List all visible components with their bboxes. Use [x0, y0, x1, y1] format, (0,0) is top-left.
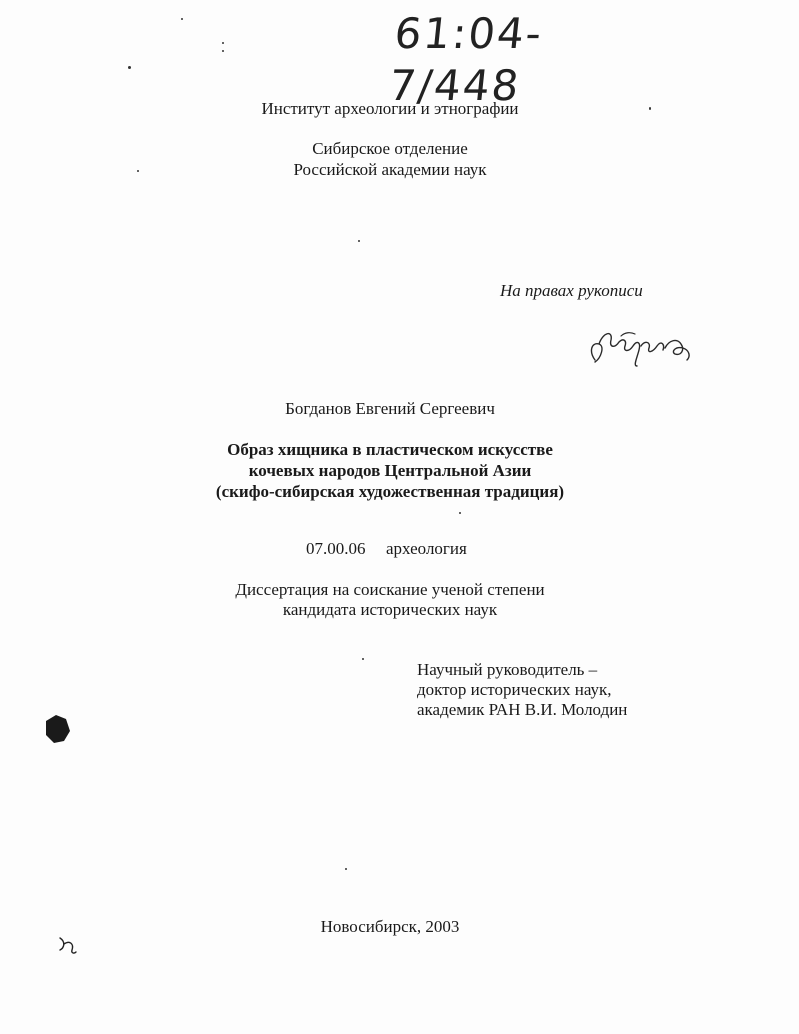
specialty-name: археология [386, 539, 467, 558]
dissertation-title-line2: кочевых народов Центральной Азии [248, 461, 532, 480]
degree-line2: кандидата исторических наук [282, 600, 498, 619]
dissertation-title-line1: Образ хищника в пластическом искусстве [227, 440, 553, 459]
institution-academy: Российской академии наук [293, 160, 487, 179]
handwritten-signature-icon [585, 322, 697, 372]
scan-speck [459, 512, 461, 514]
institution-branch: Сибирское отделение [312, 139, 468, 158]
scan-speck [362, 658, 364, 660]
scan-speck [128, 66, 131, 69]
ink-blot-icon [42, 713, 72, 745]
manuscript-rights: На правах рукописи [500, 281, 643, 300]
specialty-code: 07.00.06 [306, 539, 366, 558]
supervisor-name: академик РАН В.И. Молодин [417, 700, 628, 719]
scan-speck [358, 240, 360, 242]
place-year: Новосибирск, 2003 [320, 917, 460, 936]
supervisor-degree: доктор исторических наук, [417, 680, 612, 699]
scan-speck [649, 107, 651, 110]
archive-stamp [386, 8, 662, 110]
dissertation-title-line3: (скифо-сибирская художественная традиция) [215, 482, 565, 501]
institution-name: Институт археологии и этнографии [261, 99, 519, 118]
scan-speck [222, 42, 224, 44]
scan-speck [137, 170, 139, 172]
archive-stamp-text: 61:04-7/448 [386, 9, 546, 110]
degree-line1: Диссертация на соискание ученой степени [235, 580, 545, 599]
scan-speck [181, 18, 183, 20]
pen-mark-icon [56, 932, 80, 956]
author-name: Богданов Евгений Сергеевич [285, 399, 495, 418]
scan-speck [222, 50, 224, 52]
supervisor-label: Научный руководитель – [417, 660, 598, 679]
scan-speck [345, 868, 347, 870]
